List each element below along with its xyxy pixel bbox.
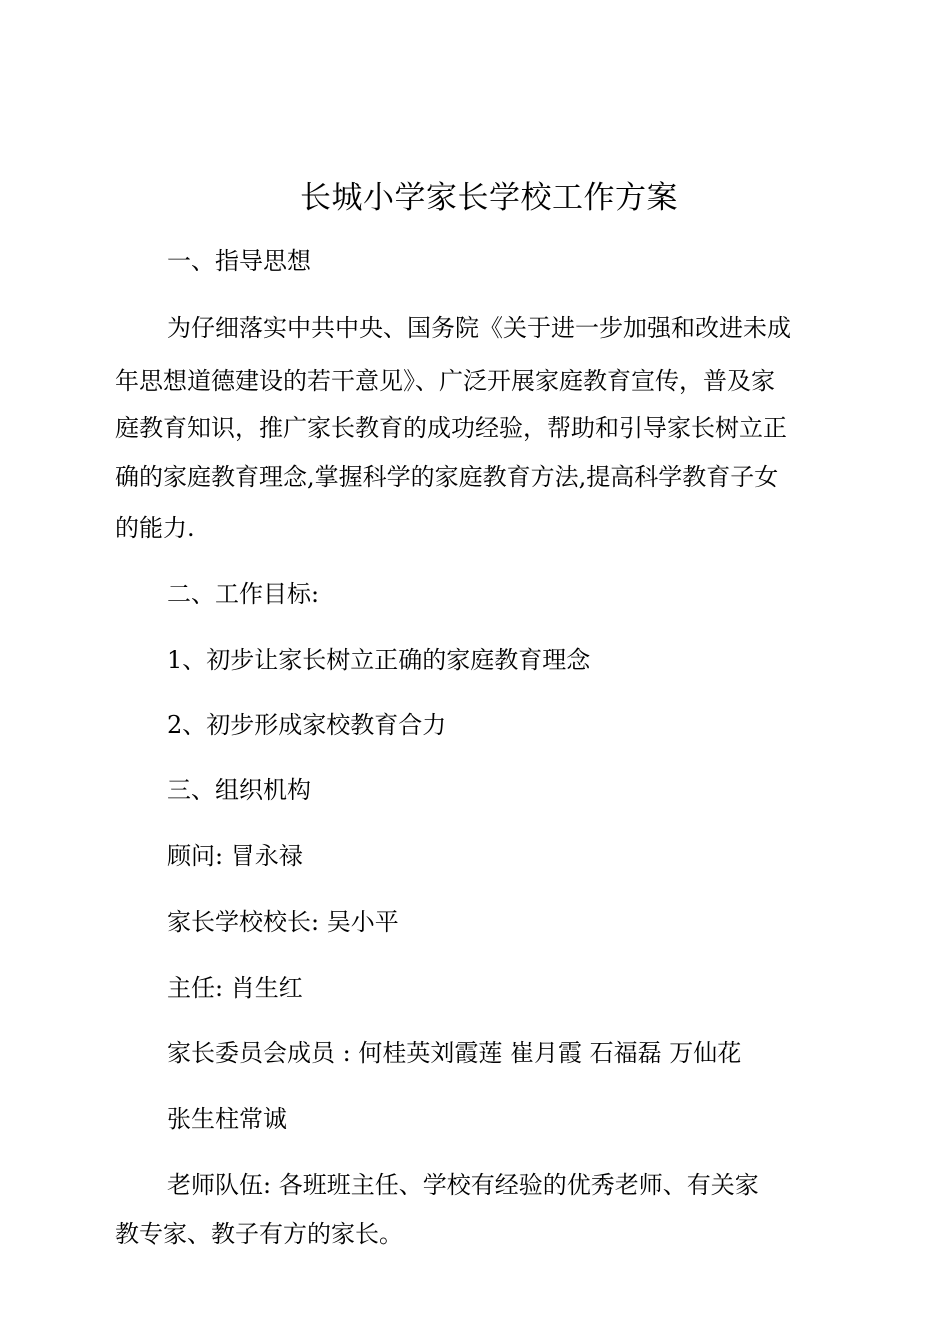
- paragraph-line-5: 的能力.: [115, 514, 195, 542]
- advisor-line: 顾问: 冒永禄: [167, 842, 303, 870]
- committee-line-1: 家长委员会成员 : 何桂英刘霞莲 崔月霞 石福磊 万仙花: [167, 1039, 742, 1067]
- paragraph-line-4: 确的家庭教育理念,掌握科学的家庭教育方法,提高科学教育子女: [115, 463, 779, 491]
- goal-item-1: 1、初步让家长树立正确的家庭教育理念: [167, 646, 591, 674]
- goal-item-2: 2、初步形成家校教育合力: [167, 711, 447, 739]
- paragraph-line-1: 为仔细落实中共中央、国务院《关于进一步加强和改进未成: [167, 314, 791, 342]
- director-line: 主任: 肖生红: [167, 974, 303, 1002]
- paragraph-line-2: 年思想道德建设的若干意见》、广泛开展家庭教育宣传，普及家: [115, 367, 775, 395]
- document-title: 长城小学家长学校工作方案: [300, 180, 678, 216]
- section-heading-work-goals: 二、工作目标:: [167, 580, 320, 608]
- principal-line: 家长学校校长: 吴小平: [167, 908, 399, 936]
- section-heading-organization: 三、组织机构: [167, 776, 311, 804]
- committee-line-2: 张生柱常诚: [167, 1105, 287, 1133]
- section-heading-guiding-ideology: 一、指导思想: [167, 247, 311, 275]
- paragraph-line-3: 庭教育知识，推广家长教育的成功经验，帮助和引导家长树立正: [115, 414, 787, 442]
- teachers-line-2: 教专家、教子有方的家长。: [115, 1220, 403, 1248]
- teachers-line-1: 老师队伍: 各班班主任、学校有经验的优秀老师、有关家: [167, 1171, 759, 1199]
